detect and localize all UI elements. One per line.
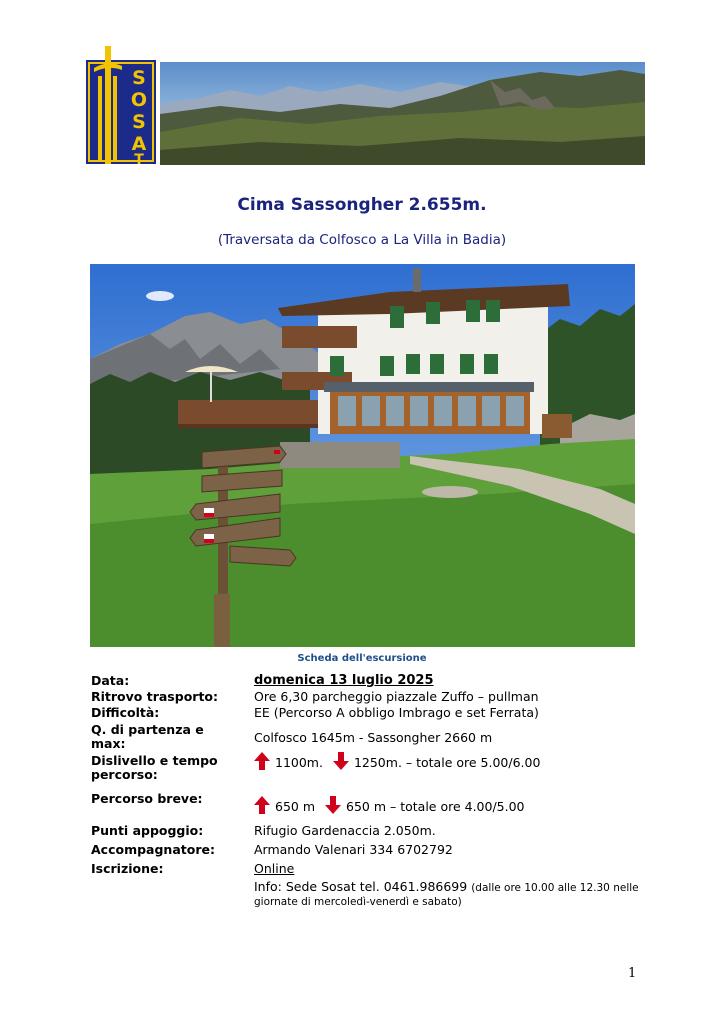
arrow-up-icon bbox=[254, 796, 270, 817]
registration-info-days: giornate di mercoledì-venerdì e sabato) bbox=[254, 896, 462, 908]
arrow-up-icon bbox=[254, 752, 270, 773]
short-route-value: 650 m 650 m – totale ore 4.00/5.00 bbox=[254, 796, 525, 817]
difficulty-value: EE (Percorso A obbligo Imbrago e set Ferrata) bbox=[254, 705, 539, 720]
svg-text:S: S bbox=[132, 111, 146, 133]
difficulty-label: Difficoltà: bbox=[91, 705, 160, 720]
guide-value: Armando Valenari 334 6702792 bbox=[254, 842, 453, 857]
page-number: 1 bbox=[628, 966, 637, 981]
date-value: domenica 13 luglio 2025 bbox=[254, 673, 434, 688]
meeting-label: Ritrovo trasporto: bbox=[91, 689, 219, 704]
date-label: Data: bbox=[91, 673, 130, 688]
meeting-value: Ore 6,30 parcheggio piazzale Zuffo – pullman bbox=[254, 689, 539, 704]
excursion-caption: Scheda dell'escursione bbox=[297, 653, 427, 664]
svg-text:S: S bbox=[132, 67, 146, 89]
guide-label: Accompagnatore: bbox=[91, 842, 215, 857]
page-title: Cima Sassongher 2.655m. bbox=[237, 195, 487, 215]
svg-text:O: O bbox=[130, 89, 148, 111]
altitude-label: Q. di partenza e max: bbox=[91, 722, 204, 751]
mountain-banner bbox=[160, 62, 645, 165]
sosat-logo bbox=[86, 46, 156, 164]
svg-text:T: T bbox=[134, 152, 144, 164]
rifugio-photo bbox=[90, 264, 635, 647]
svg-text:A: A bbox=[131, 133, 147, 155]
arrow-down-icon bbox=[325, 796, 341, 817]
registration-link[interactable]: Online bbox=[254, 861, 295, 876]
support-points-value: Rifugio Gardenaccia 2.050m. bbox=[254, 823, 436, 838]
registration-info: Info: Sede Sosat tel. 0461.986699 (dalle ore 10.00 alle 12.30 nelle bbox=[254, 879, 639, 894]
arrow-down-icon bbox=[333, 752, 349, 773]
short-route-label: Percorso breve: bbox=[91, 791, 203, 806]
page-subtitle: (Traversata da Colfosco a La Villa in Badia) bbox=[217, 232, 507, 248]
altitude-value: Colfosco 1645m - Sassongher 2660 m bbox=[254, 730, 493, 745]
support-points-label: Punti appoggio: bbox=[91, 823, 204, 838]
elevation-label: Dislivello e tempo percorso: bbox=[91, 753, 218, 782]
registration-label: Iscrizione: bbox=[91, 861, 164, 876]
elevation-value: 1100m. 1250m. – totale ore 5.00/6.00 bbox=[254, 752, 540, 773]
